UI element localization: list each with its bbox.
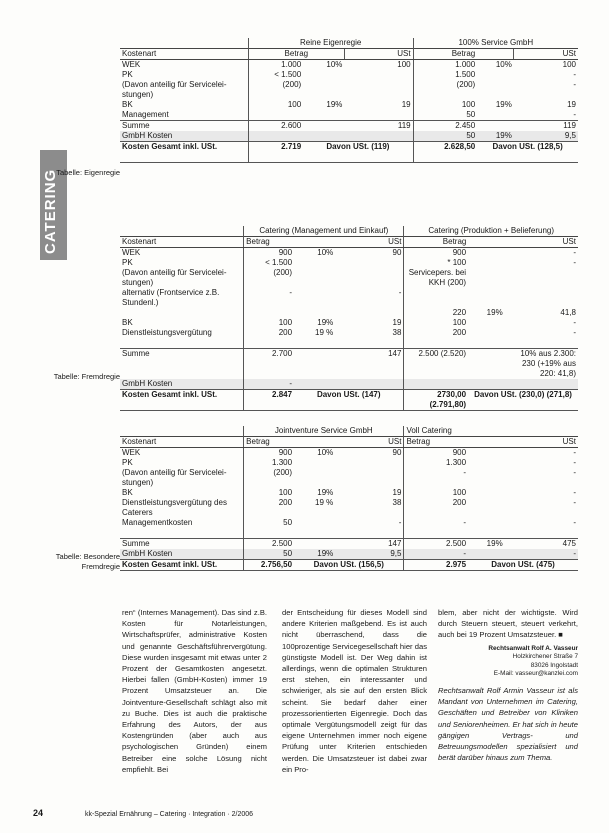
cell: 119: [514, 121, 578, 132]
cell: Dienstleistungsvergütung: [122, 328, 212, 337]
cell: [404, 379, 468, 390]
table-row: [120, 349, 578, 380]
cell: 9,5: [335, 549, 404, 560]
col-header: USt: [514, 49, 578, 60]
cell: 2.719: [248, 142, 303, 163]
cell: [294, 518, 335, 539]
side-label-t3: Tabelle: Besondere Fremdregie: [55, 552, 120, 571]
col-header: USt: [335, 437, 404, 448]
cell: 100: [413, 100, 477, 110]
page-number: 24: [33, 808, 44, 818]
cell: 100: [404, 318, 468, 328]
side-label-t1: Tabelle: Eigenregie: [56, 168, 120, 177]
cell: PK: [122, 258, 133, 267]
cell: [468, 248, 505, 259]
col-header: USt: [505, 237, 578, 248]
cell: 90: [392, 248, 402, 257]
cell: Servicepers. bei KKH (200): [404, 268, 468, 288]
page-footer: [33, 808, 578, 818]
cell: -: [244, 379, 294, 390]
group-header: 100% Service GmbH: [413, 38, 578, 49]
cell: [468, 458, 505, 468]
cell: 100: [404, 488, 468, 498]
col-header: Betrag: [404, 437, 505, 448]
cell: 200: [244, 498, 294, 518]
group-header: Reine Eigenregie: [248, 38, 413, 49]
address-line: Rechtsanwalt Rolf A. Vasseur: [488, 644, 578, 652]
table-row: [120, 488, 578, 498]
cell: 200: [404, 328, 468, 349]
cell: 19%: [477, 131, 514, 142]
cell: 2.756,50: [244, 560, 294, 571]
table-row: [120, 100, 578, 110]
publication-line: kk-Spezial Ernährung – Catering · Integration · 2/2006: [84, 811, 254, 818]
cell: 2.628,50: [413, 142, 477, 163]
cell: -: [244, 288, 294, 308]
cell: [344, 110, 413, 121]
cell: -: [573, 518, 576, 527]
cell: [294, 468, 335, 488]
cell: 19%: [317, 488, 334, 497]
group-header: Catering (Management und Einkauf): [244, 226, 404, 237]
total-row: [120, 390, 578, 411]
cell: 475: [505, 539, 578, 550]
cell: 2.700: [244, 349, 294, 380]
cell: (Davon anteilig für Servicelei-stungen): [122, 468, 227, 487]
cell: -: [404, 518, 468, 539]
cell: 200: [244, 328, 294, 349]
cell: [294, 458, 335, 468]
cell: [468, 349, 505, 380]
cell: [335, 308, 404, 318]
group-header: Jointventure Service GmbH: [244, 426, 404, 437]
cell: 10%: [317, 248, 334, 257]
cell: -: [573, 248, 576, 257]
cell: -: [398, 518, 402, 527]
cell: [468, 318, 505, 328]
cell: 10%: [317, 448, 334, 457]
cell: WEK: [122, 248, 141, 257]
cell: -: [573, 448, 576, 457]
cell: [477, 70, 514, 80]
col-header: Betrag: [404, 237, 505, 248]
col-header: Betrag: [413, 49, 514, 60]
cell: 19%: [495, 100, 512, 109]
cell: Davon USt. (230,0) (271,8): [468, 390, 578, 411]
cell: 19%: [326, 100, 343, 109]
cell: -: [573, 328, 576, 337]
cell: [468, 379, 505, 390]
cell: [248, 110, 303, 121]
cell: Summe: [120, 121, 248, 132]
table-fremdregie: [120, 226, 578, 411]
cell: 200: [404, 498, 468, 518]
cell: 10% aus 2.300: 230 (+19% aus 220: 41,8): [505, 349, 578, 380]
cell: [468, 288, 505, 308]
text-column-1: ren“ (Internes Management). Das sind z.B. Kosten für Notarleistungen, Wirtschaftsprüfer, administrative Kosten und genannte Geschäftsführervergütung. Diese wurden insgesamt mit etwas unter 2 Prozent der Gesamtkosten angesetzt. Hierbei fallen (GmbH-Kosten) immer 19 Prozent Umsatzsteuer an. Die Jointventure-Gesellschaft schlägt also mit zu Buche. Dies ist auch die praktische Erfahrung des Autors, der aus Kostengründen (aber auch aus psychologischen Gründen) einem Betreiber eine solche Lösung nicht empfiehlt. Bei: [122, 608, 267, 774]
table-row: [120, 121, 578, 132]
table-eigenregie: [120, 38, 578, 163]
cell: 50: [244, 518, 294, 539]
cell: -: [573, 468, 576, 477]
cell: [468, 258, 505, 268]
cell: * 100: [404, 258, 468, 268]
cell: Kosten Gesamt inkl. USt.: [120, 390, 244, 411]
cell: WEK: [122, 448, 141, 457]
cell: 900: [404, 248, 468, 259]
cell: -: [573, 318, 576, 327]
cell: [468, 268, 505, 288]
cell: [303, 110, 344, 121]
cell: 900: [244, 448, 294, 459]
cell: 50: [413, 131, 477, 142]
table-row: [120, 110, 578, 121]
cell: Managementkosten: [122, 518, 193, 527]
cell: 19: [401, 100, 411, 109]
cell: [303, 70, 344, 80]
cell: [335, 458, 404, 468]
cell: -: [573, 458, 576, 467]
cell: -: [573, 80, 576, 89]
cell: 19: [567, 100, 576, 109]
cell: [335, 379, 404, 390]
cell: [294, 258, 335, 268]
table-row: [120, 518, 578, 539]
cell: 2.847: [244, 390, 294, 411]
cell: -: [404, 468, 468, 488]
cell: [294, 268, 335, 288]
table-row: [120, 318, 578, 328]
cell: Dienstleistungsvergütung des Caterers: [122, 498, 227, 517]
cell: 9,5: [514, 131, 578, 142]
table-row: [120, 328, 578, 349]
cell: [505, 379, 578, 390]
cell: 900: [244, 248, 294, 259]
cell: [477, 80, 514, 100]
cell: [335, 268, 404, 288]
cell: 900: [404, 448, 468, 459]
table-row: [120, 448, 578, 459]
text-column-3: [438, 607, 578, 763]
cell: [468, 549, 505, 560]
cell: Kosten Gesamt inkl. USt.: [120, 560, 244, 571]
cell: 19 %: [315, 328, 334, 337]
cell: [344, 80, 413, 100]
cell: 50: [244, 549, 294, 560]
cell: (200): [244, 468, 294, 488]
cell: (200): [244, 268, 294, 288]
cell: Summe: [120, 349, 244, 380]
cell: Summe: [120, 539, 244, 550]
cell: 2.500: [244, 539, 294, 550]
cell: [505, 288, 578, 308]
col-header: USt: [344, 49, 413, 60]
table-besondere-fremdregie: [120, 426, 578, 571]
cell: < 1.500: [248, 70, 303, 80]
author-bio: Rechtsanwalt Rolf Armin Vasseur ist als Mandant von Unternehmen im Catering, Geschäften und Betreiber von Kliniken und Seniorenheimen. Er hat sich in heute gängigen Vertrags- und Betreuungsmodellen spezialisiert und berät darüber hinaus zum Thema.: [438, 685, 578, 763]
cell: [468, 518, 505, 539]
cell: [303, 121, 344, 132]
table-row: [120, 379, 578, 390]
cell: 2.500: [404, 539, 468, 550]
cell: [294, 288, 335, 308]
cell: -: [573, 70, 576, 79]
cell: GmbH Kosten: [120, 549, 244, 560]
cell: [294, 379, 335, 390]
cell: 1.000: [248, 60, 303, 71]
cell: (200): [248, 80, 303, 100]
table-row: [120, 60, 578, 71]
cell: [404, 288, 468, 308]
total-row: [120, 142, 578, 163]
cell: 19: [392, 488, 402, 497]
cell: 1.300: [244, 458, 294, 468]
col-header: Betrag: [248, 49, 344, 60]
cell: 90: [392, 448, 402, 457]
table-row: [120, 288, 578, 308]
cell: 10%: [326, 60, 343, 69]
table-row: [120, 458, 578, 468]
cell: [294, 349, 335, 380]
cell: [468, 488, 505, 498]
cell: [468, 328, 505, 349]
cell: 2730,00 (2.791,80): [404, 390, 468, 411]
col-header: Kostenart: [120, 437, 244, 448]
cell: 1.300: [404, 458, 468, 468]
cell: 19%: [486, 308, 503, 317]
table-row: [120, 131, 578, 142]
cell: 19 %: [315, 498, 334, 507]
section-tab-label: CATERING: [42, 168, 59, 254]
table-row: [120, 308, 578, 318]
cell: 2.450: [413, 121, 477, 132]
cell: 2.500 (2.520): [404, 349, 468, 380]
group-header: Catering (Produktion + Belieferung): [404, 226, 578, 237]
cell: [468, 448, 505, 459]
table-row: [120, 549, 578, 560]
table-row: [120, 468, 578, 488]
cell: [335, 468, 404, 488]
cell: 1.500: [413, 70, 477, 80]
cell: GmbH Kosten: [120, 379, 244, 390]
cell: [468, 498, 505, 518]
cell: [244, 308, 294, 318]
cell: PK: [122, 458, 133, 467]
cell: 2.600: [248, 121, 303, 132]
cell: BK: [122, 318, 133, 327]
table-row: [120, 498, 578, 518]
cell: [303, 80, 344, 100]
group-header: Voll Catering: [404, 426, 578, 437]
cell: -: [505, 549, 578, 560]
cell: -: [573, 258, 576, 267]
col-header: USt: [505, 437, 578, 448]
cell: -: [398, 288, 402, 297]
cell: [294, 539, 335, 550]
col-header: USt: [335, 237, 404, 248]
cell: 19%: [294, 549, 335, 560]
table-row: [120, 268, 578, 288]
cell: -: [573, 110, 576, 119]
cell: Davon USt. (128,5): [477, 142, 578, 163]
cell: BK: [122, 100, 133, 109]
cell: 100: [244, 488, 294, 498]
table-row: [120, 80, 578, 100]
cell: [477, 121, 514, 132]
table-row: [120, 248, 578, 259]
cell: Davon USt. (475): [468, 560, 578, 571]
side-label-t2: Tabelle: Fremdregie: [53, 372, 120, 381]
author-address: [438, 645, 578, 679]
cell: [335, 258, 404, 268]
cell: Davon USt. (147): [294, 390, 404, 411]
text-column-2: der Entscheidung für dieses Modell sind andere Kriterien maßgebend. Es ist auch nicht überraschend, dass die 100prozentige Servicegesellschaft hier das günstigste Modell ist. Der Weg dahin ist allerdings, wenn die optimalen Strukturen erst stehen, ein interessanter und schwieriger, als sie auf den ersten Blick scheint. Sie bedarf daher einer prozessorientierten Eigenregie. Doch das optimale Vergütungsmodell zeigt für das eigene Unternehmen immer noch eigene Prüfung unter Kriterien entschieden werden. Die Umsatzsteuer ist dabei zwar ein Pro-: [282, 608, 427, 774]
cell: 50: [413, 110, 477, 121]
table-row: [120, 539, 578, 550]
address-line: E-Mail: vasseur@kanzlei.com: [493, 670, 578, 678]
address-line: 83026 Ingolstadt: [530, 661, 578, 669]
cell: 100: [244, 318, 294, 328]
cell: 100: [562, 60, 576, 69]
col-header: Kostenart: [120, 237, 244, 248]
cell: < 1.500: [244, 258, 294, 268]
address-line: Holzkirchener Straße 7: [512, 653, 578, 661]
cell: -: [573, 488, 576, 497]
cell: 38: [392, 498, 402, 507]
cell: Kosten Gesamt inkl. USt.: [120, 142, 248, 163]
cell: [468, 468, 505, 488]
cell: 19%: [317, 318, 334, 327]
cell: 10%: [495, 60, 512, 69]
cell: -: [404, 549, 468, 560]
cell: 19%: [468, 539, 505, 550]
cell: [344, 70, 413, 80]
cell: 147: [335, 349, 404, 380]
cell: BK: [122, 488, 133, 497]
cell: 41,8: [560, 308, 576, 317]
cell: 119: [344, 121, 413, 132]
cell: (Davon anteilig für Servicelei-stungen): [122, 80, 227, 99]
cell: PK: [122, 70, 133, 79]
cell: GmbH Kosten: [120, 131, 248, 142]
cell: 100: [248, 100, 303, 110]
cell: Davon USt. (156,5): [294, 560, 404, 571]
cell: [477, 110, 514, 121]
cell: 147: [335, 539, 404, 550]
col-header: Betrag: [244, 237, 336, 248]
cell: [303, 131, 344, 142]
cell: alternativ (Frontservice z.B. Stundenl.): [122, 288, 220, 307]
cell: 2.975: [404, 560, 468, 571]
table-row: [120, 70, 578, 80]
cell: 220: [404, 308, 468, 318]
col-header: Betrag: [244, 437, 336, 448]
cell: [120, 308, 244, 318]
table-row: [120, 258, 578, 268]
cell: [505, 268, 578, 288]
cell: 100: [397, 60, 411, 69]
cell: WEK: [122, 60, 141, 69]
cell: Management: [122, 110, 169, 119]
cell: [294, 308, 335, 318]
cell: [248, 131, 303, 142]
cell: [344, 131, 413, 142]
cell: 19: [392, 318, 402, 327]
col-header: Kostenart: [120, 49, 248, 60]
cell: (Davon anteilig für Servicelei-stungen): [122, 268, 227, 287]
section-tab: [40, 150, 67, 260]
cell: -: [573, 498, 576, 507]
cell: Davon USt. (119): [303, 142, 413, 163]
total-row: [120, 560, 578, 571]
cell: 38: [392, 328, 402, 337]
cell: (200): [413, 80, 477, 100]
closing-paragraph: blem, aber nicht der wichtigste. Wird durch Steuern steuert, steuert verkehrt, auch bei 19 Prozent Umsatzsteuer. ■: [438, 608, 578, 640]
cell: 1.000: [413, 60, 477, 71]
